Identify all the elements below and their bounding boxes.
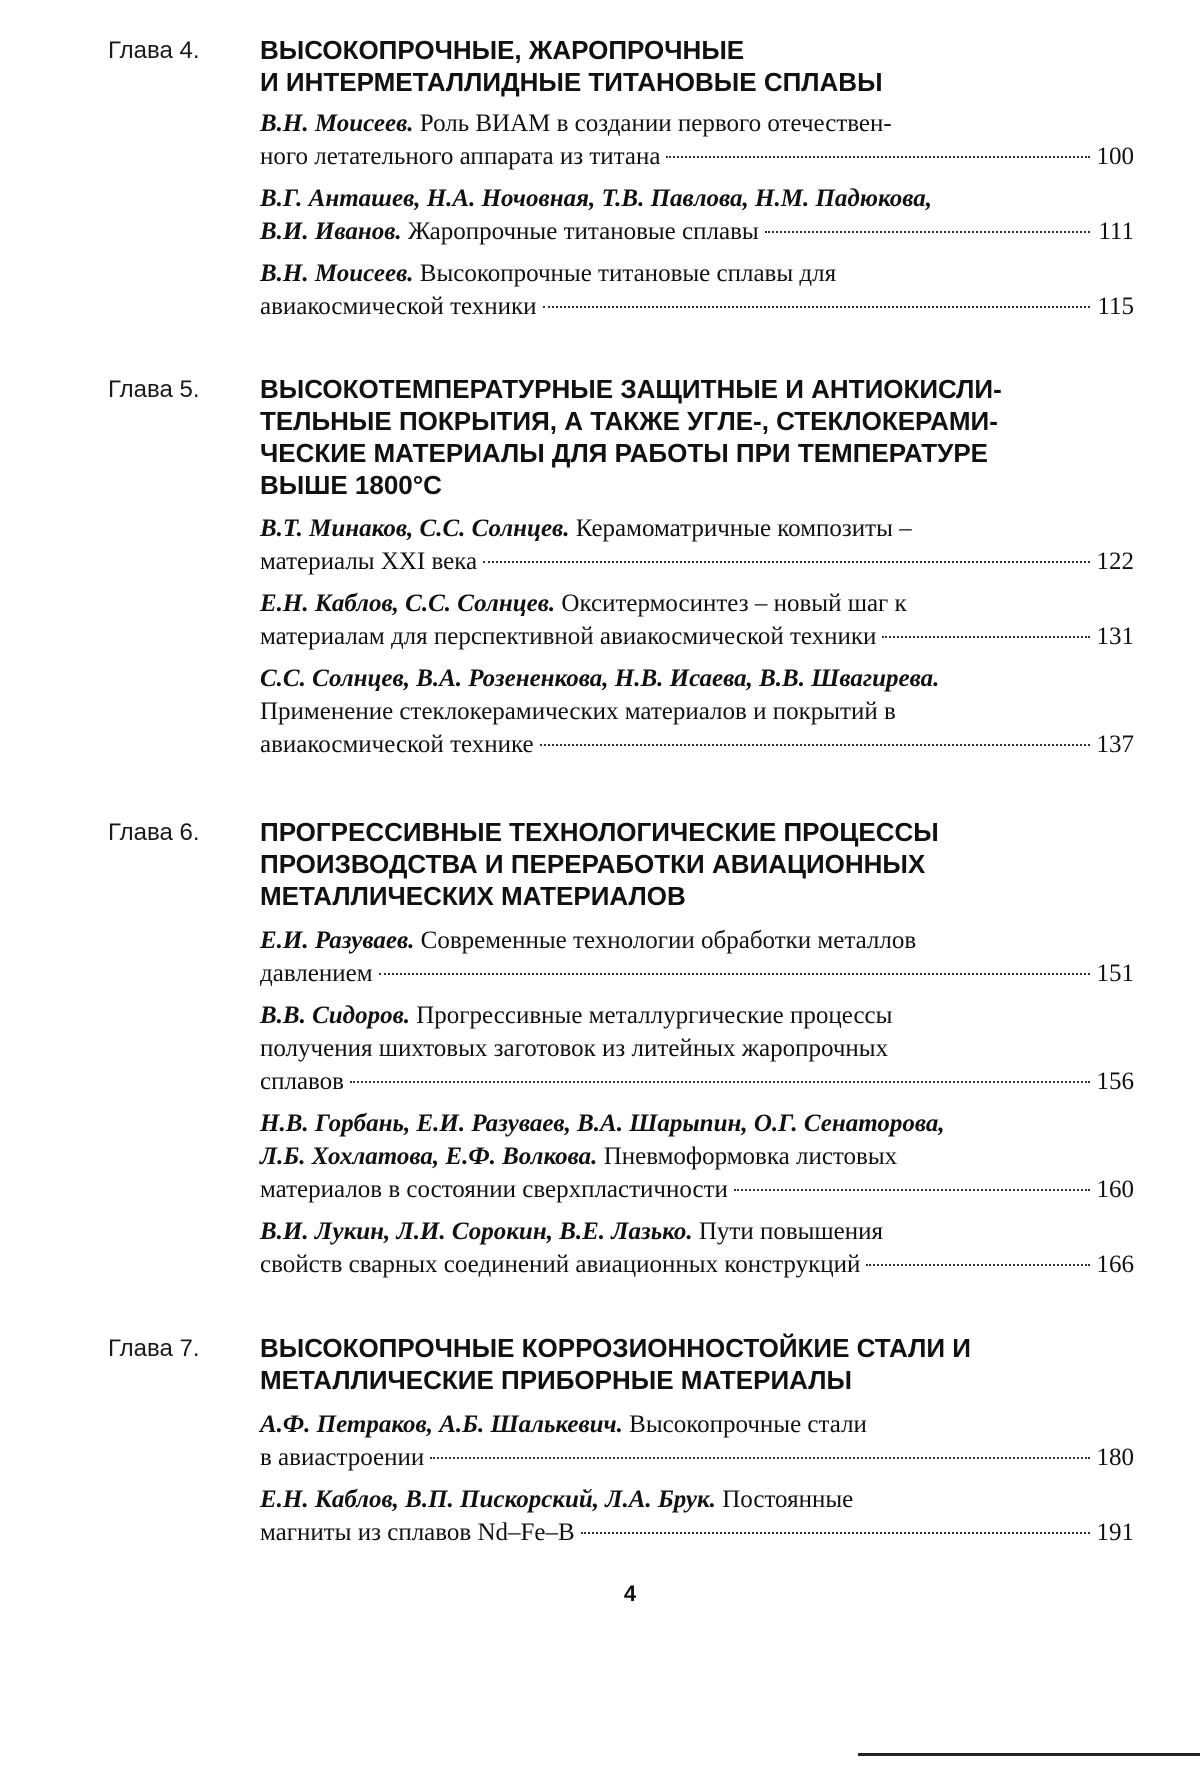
chapter-title [260,1332,1090,1396]
entry-authors: Е.Н. Каблов, С.С. Солнцев. [260,590,556,617]
chapter-title-line: МЕТАЛЛИЧЕСКИХ МАТЕРИАЛОВ [260,881,686,911]
chapter-title-line: ПРОГРЕССИВНЫЕ ТЕХНОЛОГИЧЕСКИЕ ПРОЦЕССЫ [260,817,939,847]
entry-authors: В.Н. Моисеев. [260,260,414,287]
dot-leader [483,561,1090,563]
chapter-title-line: И ИНТЕРМЕТАЛЛИДНЫЕ ТИТАНОВЫЕ СПЛАВЫ [260,67,883,97]
dot-leader [666,156,1090,158]
entry-title: Прогрессивные металлургические процессы [416,1002,893,1029]
chapter-title [260,34,1090,98]
dot-leader [540,744,1090,746]
chapter-title-line: ВЫШЕ 1800°С [260,470,442,500]
entry-page-number: 180 [1096,1444,1134,1471]
entry-title: Применение стеклокерамических материалов и покрытий в [260,698,896,725]
entry-authors: А.Ф. Петраков, А.Б. Шалькевич. [260,1411,623,1438]
toc-entry[interactable] [260,512,1134,578]
toc-entry[interactable] [260,662,1134,761]
chapter-title-line: МЕТАЛЛИЧЕСКИЕ ПРИБОРНЫЕ МАТЕРИАЛЫ [260,1365,852,1395]
dot-leader [765,231,1090,233]
entry-authors: Е.И. Разуваев. [260,927,415,954]
entry-title: ного летательного аппарата из титана [260,143,661,170]
entry-page-number: 166 [1096,1251,1134,1278]
dot-leader [882,636,1090,638]
entry-title: в авиастроении [260,1444,425,1471]
chapter-title-line: ВЫСОКОТЕМПЕРАТУРНЫЕ ЗАЩИТНЫЕ И АНТИОКИСЛИ- [260,374,1002,404]
entry-page-number: 115 [1097,293,1134,320]
chapter-title-line: ПРОИЗВОДСТВА И ПЕРЕРАБОТКИ АВИАЦИОННЫХ [260,849,926,879]
entry-title: Окситермосинтез – новый шаг к [561,590,907,617]
chapter-title [260,373,1090,501]
entry-title: Высокопрочные стали [629,1411,867,1438]
page-number: 4 [623,1581,637,1606]
entry-title: получения шихтовых заготовок из литейных жаропрочных [260,1035,889,1062]
entry-title: Высокопрочные титановые сплавы для [419,260,837,287]
dot-leader [430,1457,1090,1459]
chapter-label: Глава 5. [108,376,200,403]
entry-title: Пневмоформовка листовых [603,1143,898,1170]
dot-leader [379,973,1090,975]
toc-entry[interactable] [260,1408,1134,1474]
chapter-title-line: ТЕЛЬНЫЕ ПОКРЫТИЯ, А ТАКЖЕ УГЛЕ-, СТЕКЛОКЕРАМИ- [260,406,998,436]
dot-leader [866,1264,1090,1266]
chapter-label: Глава 7. [108,1335,200,1362]
entry-page-number: 137 [1096,731,1134,758]
toc-entry[interactable] [260,587,1134,653]
entry-page-number: 122 [1096,548,1134,575]
entry-title: авиакосмической техники [260,293,537,320]
dot-leader [543,306,1090,308]
dot-leader [734,1189,1090,1191]
entry-authors: Е.Н. Каблов, В.П. Пискорский, Л.А. Брук. [260,1486,716,1513]
entry-title: Керамоматричные композиты – [575,515,912,542]
toc-entry[interactable] [260,1107,1134,1206]
toc-entry[interactable] [260,1215,1134,1281]
chapter-title-line: ВЫСОКОПРОЧНЫЕ КОРРОЗИОННОСТОЙКИЕ СТАЛИ И [260,1333,971,1363]
chapter-title-line: ВЫСОКОПРОЧНЫЕ, ЖАРОПРОЧНЫЕ [260,35,745,65]
entry-title: Постоянные [722,1486,854,1513]
dot-leader [350,1081,1090,1083]
dot-leader [581,1532,1090,1534]
chapter-label: Глава 4. [108,37,200,64]
entry-authors: С.С. Солнцев, В.А. Розененкова, Н.В. Исаева, В.В. Швагирева. [260,665,940,692]
entry-title: магниты из сплавов Nd–Fe–B [260,1519,575,1546]
entry-authors: В.Т. Минаков, С.С. Солнцев. [260,515,570,542]
entry-page-number: 111 [1098,218,1134,245]
toc-entry[interactable] [260,924,1134,990]
toc-entry[interactable] [260,107,1134,173]
entry-title: материалы XXI века [260,548,478,575]
chapter-label: Глава 6. [108,819,200,846]
chapter-title [260,816,1090,912]
entry-authors: В.И. Лукин, Л.И. Сорокин, В.Е. Лазько. [260,1218,693,1245]
entry-title: Роль ВИАМ в создании первого отечествен- [419,110,892,137]
entry-page-number: 151 [1096,960,1134,987]
entry-page-number: 156 [1096,1068,1134,1095]
entry-authors: В.И. Иванов. [260,218,402,245]
entry-page-number: 100 [1096,143,1134,170]
toc-entry[interactable] [260,999,1134,1098]
entry-title: давлением [260,960,373,987]
entry-title: сплавов [260,1068,344,1095]
entry-authors: Н.В. Горбань, Е.И. Разуваев, В.А. Шарыпин, О.Г. Сенаторова, [260,1110,945,1137]
entry-title: материалам для перспективной авиакосмической техники [260,623,877,650]
entry-title: материалов в состоянии сверхпластичности [260,1176,728,1203]
entry-title: авиакосмической технике [260,731,534,758]
entry-page-number: 191 [1096,1519,1134,1546]
entry-title: Пути повышения [698,1218,884,1245]
entry-authors: В.В. Сидоров. [260,1002,410,1029]
toc-entry[interactable] [260,1483,1134,1549]
entry-title: свойств сварных соединений авиационных конструкций [260,1251,861,1278]
entry-authors: Л.Б. Хохлатова, Е.Ф. Волкова. [260,1143,598,1170]
footer-rule [858,1753,1200,1756]
entry-authors: В.Г. Анташев, Н.А. Ночовная, Т.В. Павлова, Н.М. Падюкова, [260,185,933,212]
entry-title: Современные технологии обработки металлов [420,927,917,954]
entry-title: Жаропрочные титановые сплавы [407,218,759,245]
toc-entry[interactable] [260,257,1134,323]
entry-page-number: 131 [1096,623,1134,650]
entry-page-number: 160 [1096,1176,1134,1203]
toc-entry[interactable] [260,182,1134,248]
entry-authors: В.Н. Моисеев. [260,110,414,137]
chapter-title-line: ЧЕСКИЕ МАТЕРИАЛЫ ДЛЯ РАБОТЫ ПРИ ТЕМПЕРАТУРЕ [260,438,989,468]
